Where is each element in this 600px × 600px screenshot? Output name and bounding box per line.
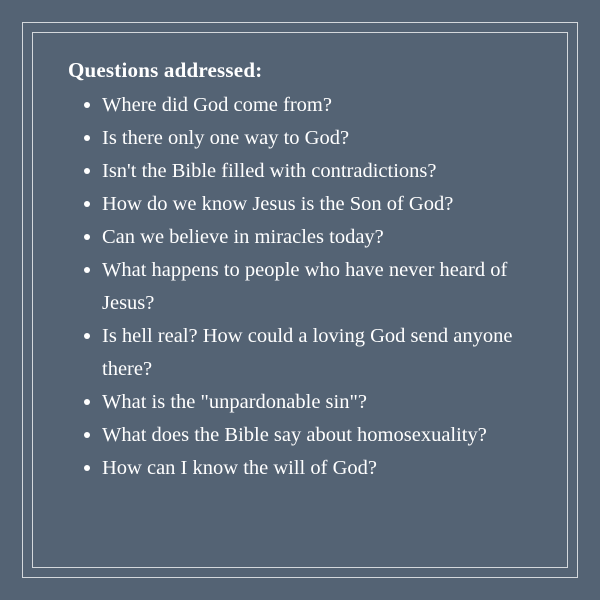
list-item — [60, 386, 548, 419]
question-text: Isn't the Bible filled with contradictions? — [102, 160, 437, 182]
list-item — [60, 122, 548, 155]
question-text: How do we know Jesus is the Son of God? — [102, 193, 454, 215]
list-item — [60, 155, 548, 188]
list-item — [60, 320, 548, 386]
list-item — [60, 221, 548, 254]
bullet-icon — [84, 168, 90, 174]
page-title: Questions addressed: — [68, 58, 263, 82]
bullet-icon — [84, 267, 90, 273]
bullet-icon — [84, 201, 90, 207]
bullet-icon — [84, 432, 90, 438]
list-item — [60, 452, 548, 485]
question-text: What does the Bible say about homosexuality? — [102, 424, 487, 446]
list-item — [60, 188, 548, 221]
questions-list — [60, 89, 548, 485]
question-text: Is hell real? How could a loving God send anyone there? — [102, 325, 513, 380]
bullet-icon — [84, 102, 90, 108]
bullet-icon — [84, 135, 90, 141]
list-item — [60, 254, 548, 320]
question-text: How can I know the will of God? — [102, 457, 377, 479]
list-item — [60, 419, 548, 452]
bullet-icon — [84, 234, 90, 240]
list-item — [60, 89, 548, 122]
question-text: Where did God come from? — [102, 94, 332, 116]
question-text: Can we believe in miracles today? — [102, 226, 384, 248]
question-text: What happens to people who have never heard of Jesus? — [102, 259, 508, 314]
question-text: What is the "unpardonable sin"? — [102, 391, 367, 413]
question-text: Is there only one way to God? — [102, 127, 350, 149]
bullet-icon — [84, 465, 90, 471]
bullet-icon — [84, 333, 90, 339]
card-content — [60, 58, 548, 552]
bullet-icon — [84, 399, 90, 405]
